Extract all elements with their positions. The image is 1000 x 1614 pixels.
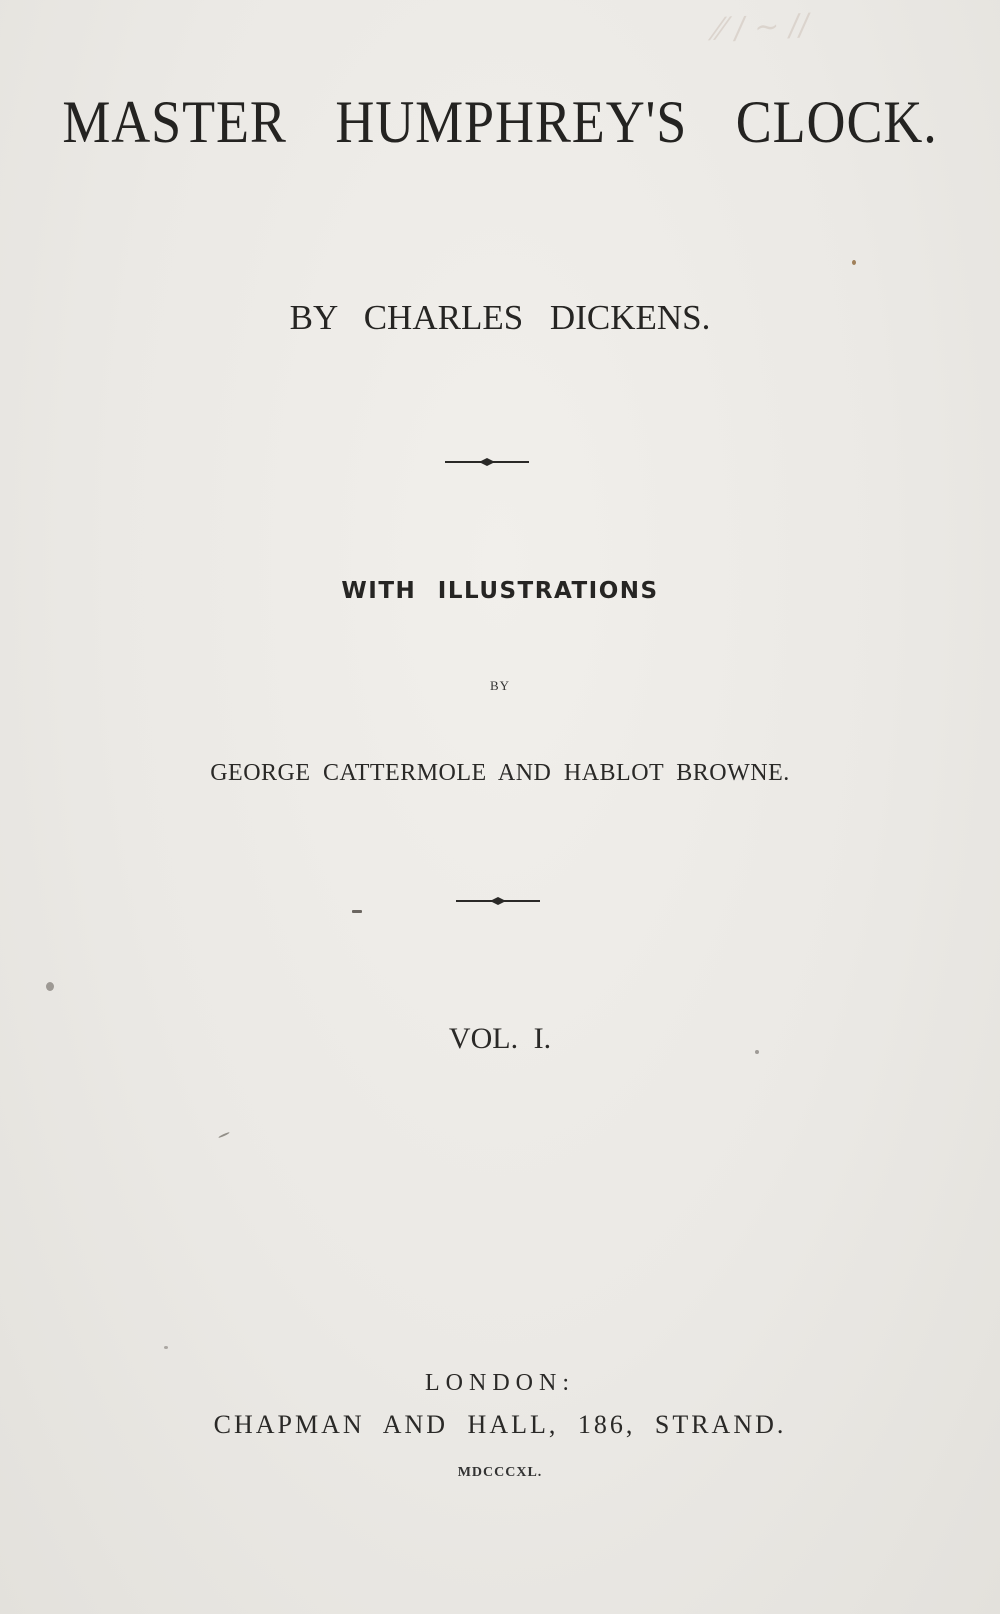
paper-speck [352,910,362,913]
paper-speck [46,982,54,991]
illustrators-line: GEORGE CATTERMOLE AND HABLOT BROWNE. [210,760,790,786]
imprint-publisher: CHAPMAN AND HALL, 186, STRAND. [213,1410,787,1439]
paper-speck [218,1132,230,1139]
ornamental-rule-2 [456,894,540,908]
author-line: BY CHARLES DICKENS. [289,298,711,337]
book-title: MASTER HUMPHREY'S CLOCK. [62,89,938,155]
paper-speck [852,260,856,265]
imprint-year: MDCCCXL. [457,1465,543,1480]
pencil-annotation-mark: ⁄⁄ ∕ ~ ∕∕ [714,7,810,48]
paper-speck [164,1346,168,1349]
ornamental-rule-1 [445,455,529,469]
volume-number: VOL. I. [448,1022,552,1055]
paper-speck [755,1050,759,1054]
imprint-city: LONDON: [425,1370,575,1396]
illustrations-heading: WITH ILLUSTRATIONS [341,578,659,604]
illustrations-by-label: BY [489,678,511,693]
